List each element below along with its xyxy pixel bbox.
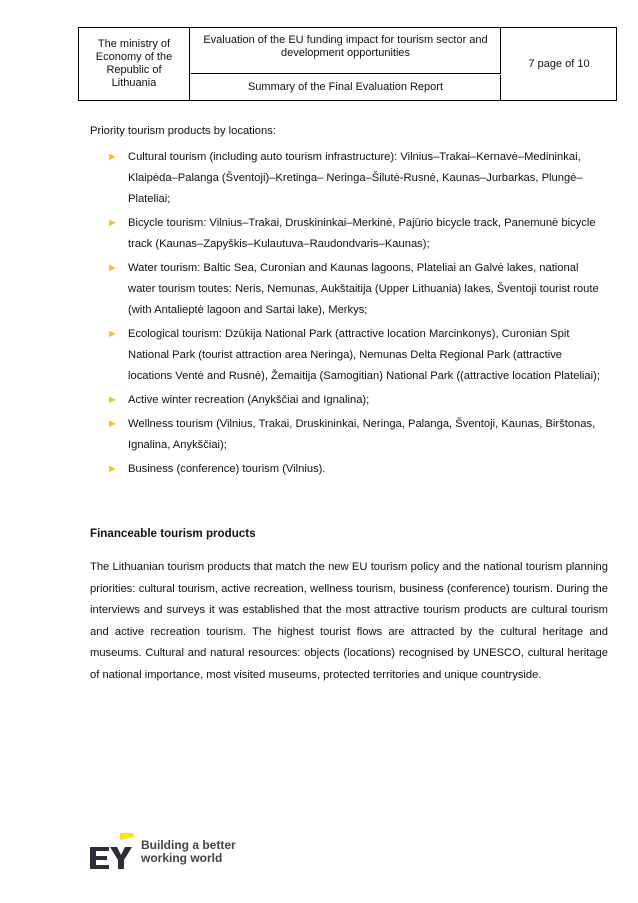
ey-logo [90, 833, 240, 873]
ministry-text: The ministry of Economy of the Republic of Lithuania [95, 38, 173, 89]
bullet-arrow-icon: ► [107, 151, 118, 163]
ey-logo-beam [120, 833, 134, 840]
page-number: 7 page of 10 [528, 58, 590, 70]
list-item: ► Wellness tourism (Vilnius, Trakai, Druskininkai, Neringa, Palanga, Šventoji, Kaunas, Birštonas, Ignalina, Anykščiai); [90, 414, 608, 456]
report-subtitle: Summary of the Final Evaluation Report [191, 75, 501, 100]
list-item: ► Business (conference) tourism (Vilnius). [90, 459, 608, 480]
ey-tagline: Building a better working world [141, 838, 236, 865]
bullet-arrow-icon: ► [107, 262, 118, 274]
document-header-table [78, 27, 617, 101]
main-content [90, 124, 608, 480]
list-item: ► Cultural tourism (including auto tourism infrastructure): Vilnius–Trakai–Kernavė–Medininkai, Klaipėda–Palanga (Šventoji)–Kretinga– Neringa–Šilutė-Rusnė, Kaunas–Jurbarkas, Plungė–Plateliai; [90, 147, 608, 210]
list-item: ► Water tourism: Baltic Sea, Curonian and Kaunas lagoons, Plateliai an Galvė lakes, national water tourism toutes: Neris, Nemunas, Aukštaitija (Upper Lithuania) lakes, Šventoji tourist route (with Antalieptė lagoon and Sartai lake), Merkys; [90, 258, 608, 321]
ey-logo-mark [90, 833, 134, 873]
report-title: Evaluation of the EU funding impact for tourism sector and development opportunities [191, 28, 501, 74]
ey-logo-e [90, 847, 109, 869]
ministry-cell [79, 28, 190, 100]
bullet-arrow-icon: ► [107, 217, 118, 229]
section-title: Financeable tourism products [90, 527, 256, 540]
bullet-arrow-icon: ► [107, 328, 118, 340]
intro-text: Priority tourism products by locations: [90, 125, 276, 137]
bullet-arrow-icon: ► [107, 463, 118, 475]
list-item: ► Active winter recreation (Anykščiai and Ignalina); [90, 390, 608, 411]
bullet-arrow-icon: ► [107, 394, 118, 406]
body-paragraph: The Lithuanian tourism products that match the new EU tourism policy and the national tourism planning priorities: cultural tourism, active recreation, wellness tourism, business (conference) tourism. During the interviews and surveys it was established that the most attractive tourism products are cultural tourism and active recreation tourism. The highest tourist flows are attracted by the cultural heritage and museums. Cultural and natural resources: objects (locations) recognised by UNESCO, cultural heritage of national importance, most visited museums, protected territories and unique countryside. [90, 561, 608, 681]
list-item: ► Bicycle tourism: Vilnius–Trakai, Druskininkai–Merkinė, Pajūrio bicycle track, Panemunė bicycle track (Kaunas–Zapyškis–Kulautuva–Raudondvaris–Kaunas); [90, 213, 608, 255]
priority-products-list [90, 147, 608, 480]
bullet-arrow-icon: ► [107, 418, 118, 430]
ey-logo-y [110, 847, 132, 869]
list-item: ► Ecological tourism: Dzūkija National Park (attractive location Marcinkonys), Curonian Spit National Park (tourist attraction area Neringa), Nemunas Delta Regional Park (attractive locations Ventė and Rusnė), Žemaitija (Samogitian) National Park ((attractive location Plateliai); [90, 324, 608, 387]
